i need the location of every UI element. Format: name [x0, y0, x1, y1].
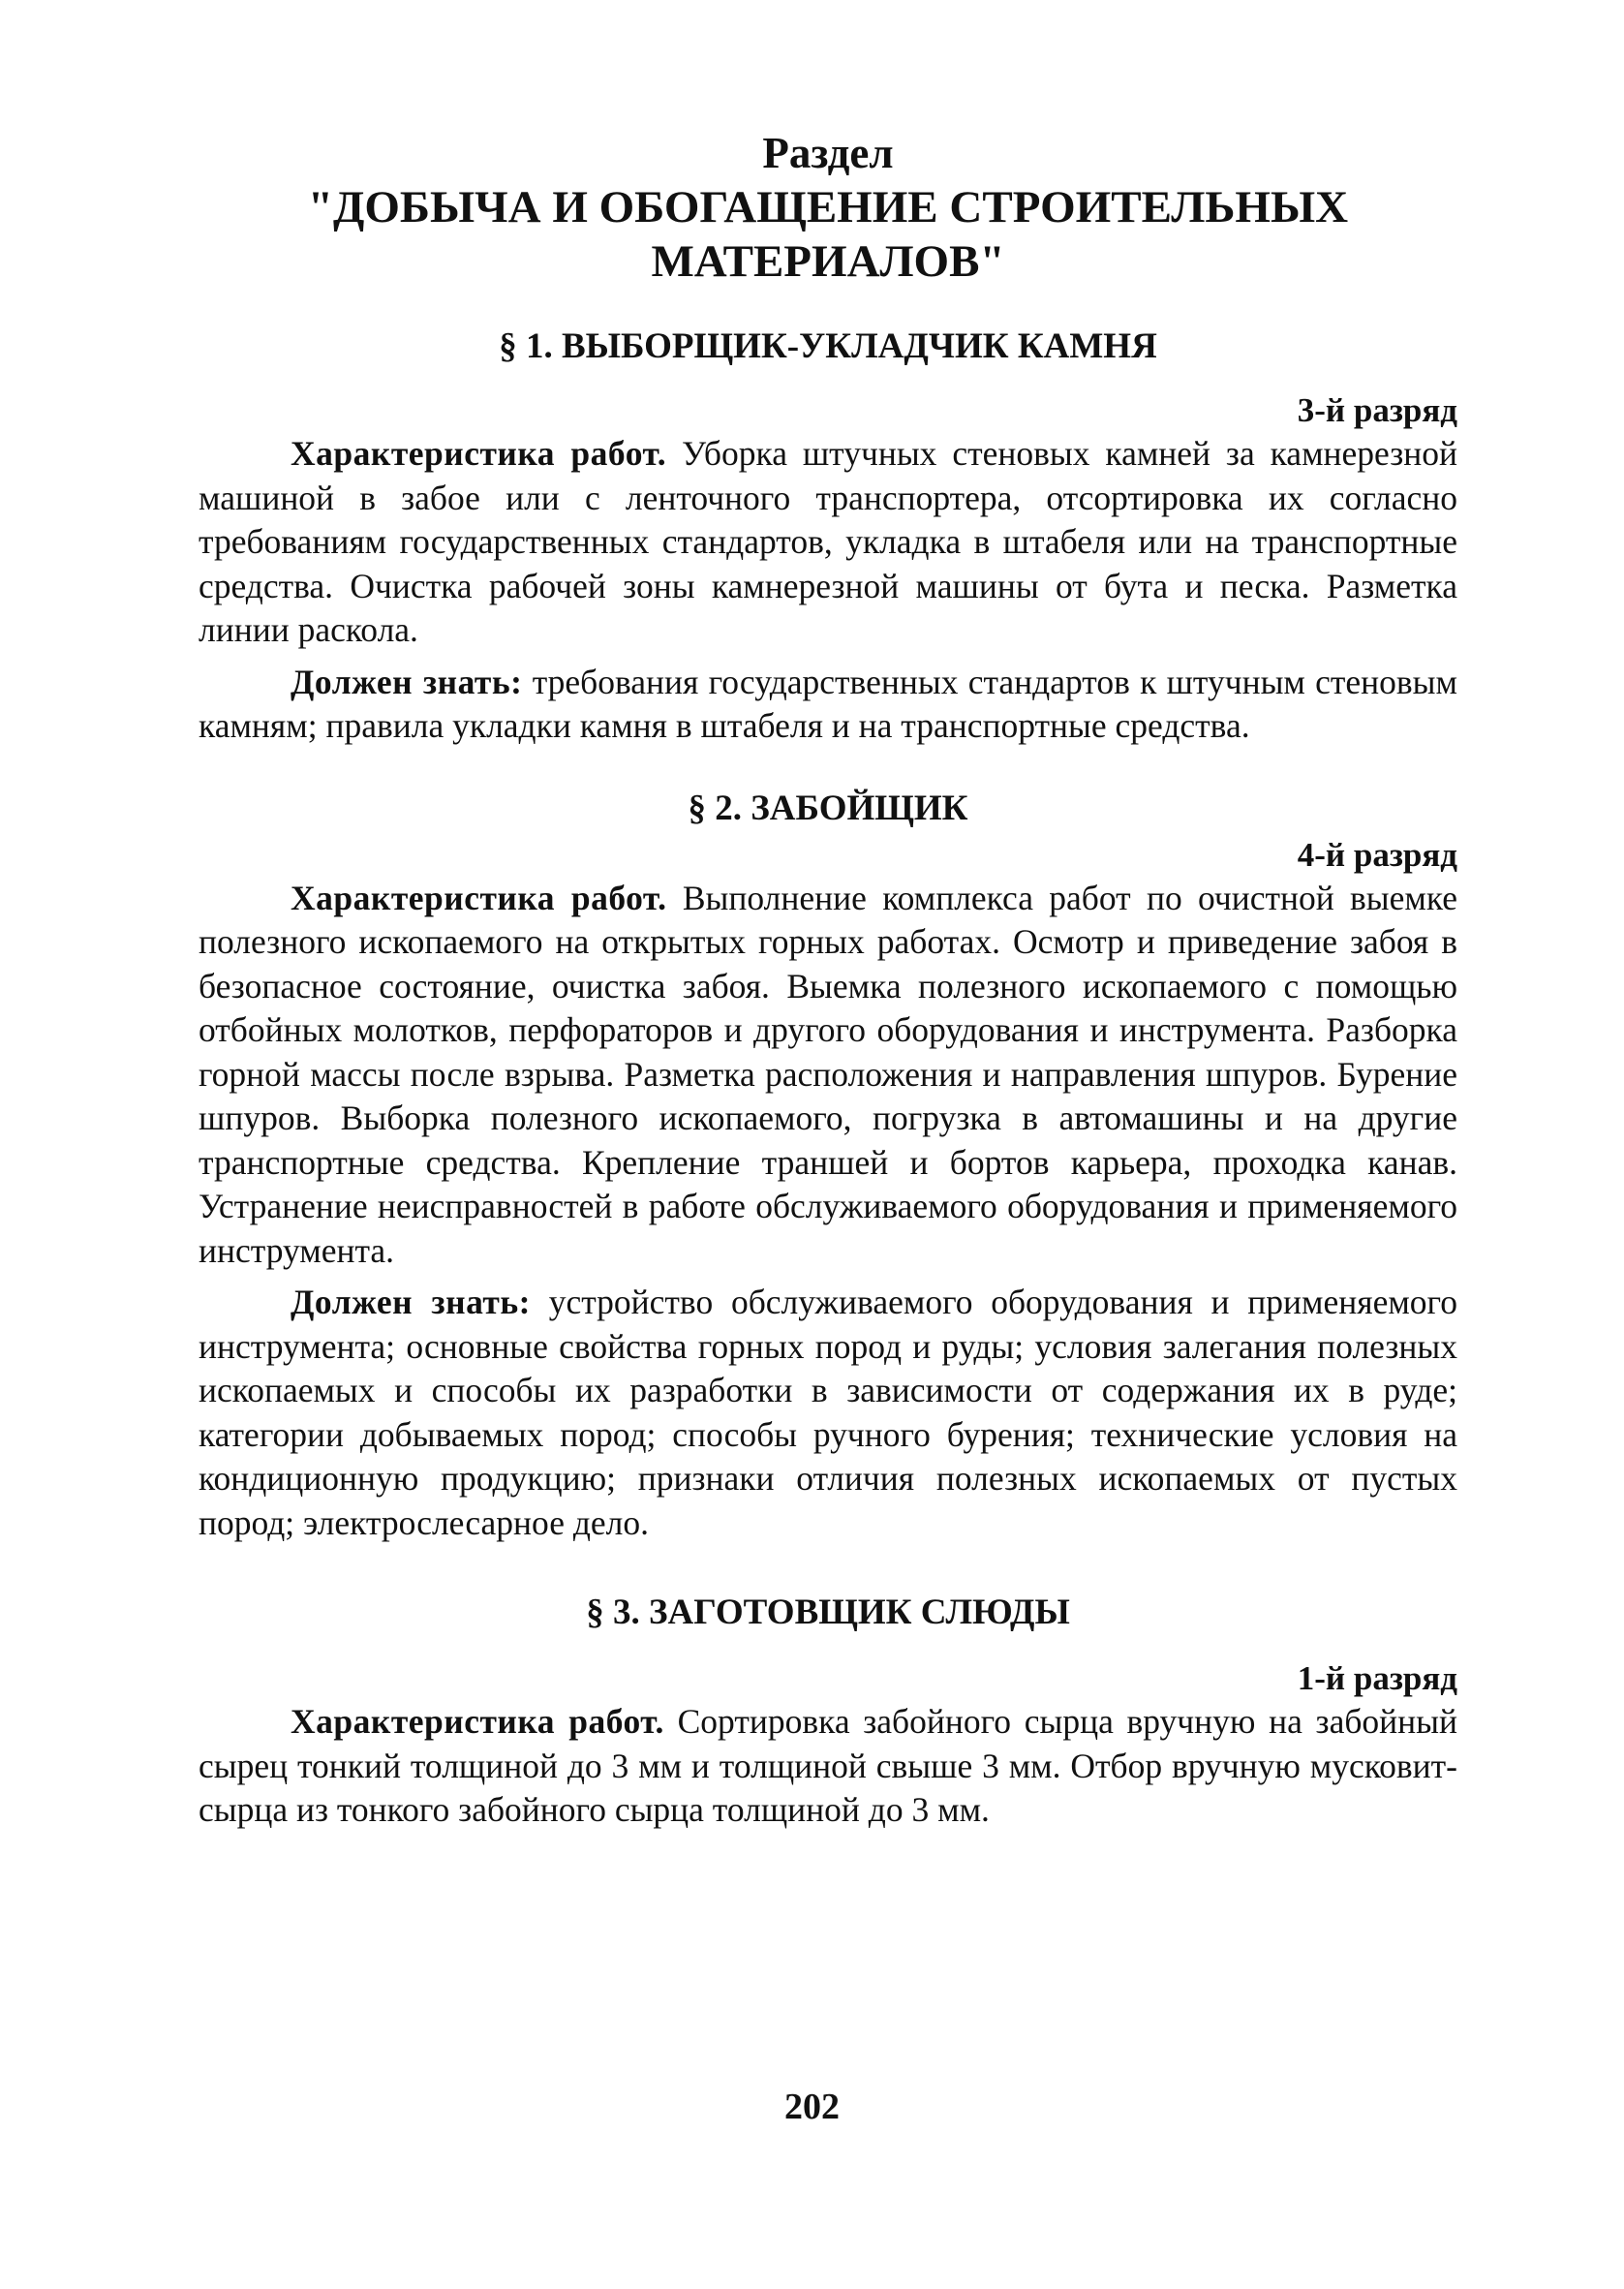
paragraph-3-title: § 3. ЗАГОТОВЩИК СЛЮДЫ [586, 1593, 1070, 1632]
paragraph-1 [199, 325, 1457, 749]
paragraph-2-title: § 2. ЗАБОЙЩИК [688, 788, 968, 828]
paragraph-3-grade: 1-й разряд [1297, 1659, 1457, 1697]
must-know-text: устройство обслуживаемого оборудования и применяемого инструмента; основные свойства горных пород и руды; условия залегания полезных ископаемых и способы их разработки в зависимости от содержания их в руде; категории добываемых пород; способы ручного бурения; технические условия на кондиционную продукцию; признаки отличия полезных ископаемых от пустых пород; электрослесарное дело. [199, 1283, 1457, 1542]
work-characteristics-text: Уборка штучных стеновых камней за камнерезной машиной в забое или с ленточного транспортера, отсортировка их согласно требованиям государственных стандартов, укладка в штабеля или на транспортные средства. Очистка рабочей зоны камнерезной машины от бута и песка. Разметка линии раскола. [199, 434, 1457, 649]
section-heading-title-line-2: МАТЕРИАЛОВ" [651, 236, 1005, 287]
document-page [199, 126, 1457, 1833]
paragraph-1-knowledge [199, 661, 1457, 749]
paragraph-1-title: § 1. ВЫБОРЩИК-УКЛАДЧИК КАМНЯ [499, 326, 1157, 366]
section-heading-title-line-1: "ДОБЫЧА И ОБОГАЩЕНИЕ СТРОИТЕЛЬНЫХ [307, 182, 1349, 232]
work-characteristics-text: Сортировка забойного сырца вручную на забойный сырец тонкий толщиной до 3 мм и толщиной свыше 3 мм. Отбор вручную мусковит-сырца из тонкого забойного сырца толщиной до 3 мм. [199, 1702, 1457, 1829]
paragraph-3-work-description [199, 1700, 1457, 1833]
work-characteristics-label: Характеристика работ. [291, 1702, 664, 1741]
must-know-text: требования государственных стандартов к штучным стеновым камням; правила укладки камня в штабеля и на транспортные средства. [199, 662, 1457, 745]
work-characteristics-text: Выполнение комплекса работ по очистной выемке полезного ископаемого на открытых горных работах. Осмотр и приведение забоя в безопасное состояние, очистка забоя. Выемка полезного ископаемого с помощью отбойных молотков, перфораторов и другого оборудования и инструмента. Разборка горной массы после взрыва. Разметка расположения и направления шпуров. Бурение шпуров. Выборка полезного ископаемого, погрузка в автомашины и на другие транспортные средства. Крепление траншей и бортов карьера, проходка канав. Устранение неисправностей в работе обслуживаемого оборудования и применяемого инструмента. [199, 878, 1457, 1270]
work-characteristics-label: Характеристика работ. [291, 878, 667, 917]
work-characteristics-label: Характеристика работ. [291, 434, 667, 473]
paragraph-2-grade: 4-й разряд [1297, 835, 1457, 874]
paragraph-2-work-description [199, 877, 1457, 1274]
paragraph-1-grade: 3-й разряд [1297, 391, 1457, 429]
must-know-label: Должен знать: [291, 662, 523, 701]
page-number: 202 [784, 2087, 840, 2127]
section-heading-label: Раздел [762, 129, 894, 177]
must-know-label: Должен знать: [291, 1283, 531, 1321]
paragraph-2-knowledge [199, 1281, 1457, 1545]
paragraph-1-work-description [199, 432, 1457, 653]
section-heading [199, 126, 1457, 289]
paragraph-3 [199, 1592, 1457, 1833]
paragraph-2 [199, 788, 1457, 1546]
